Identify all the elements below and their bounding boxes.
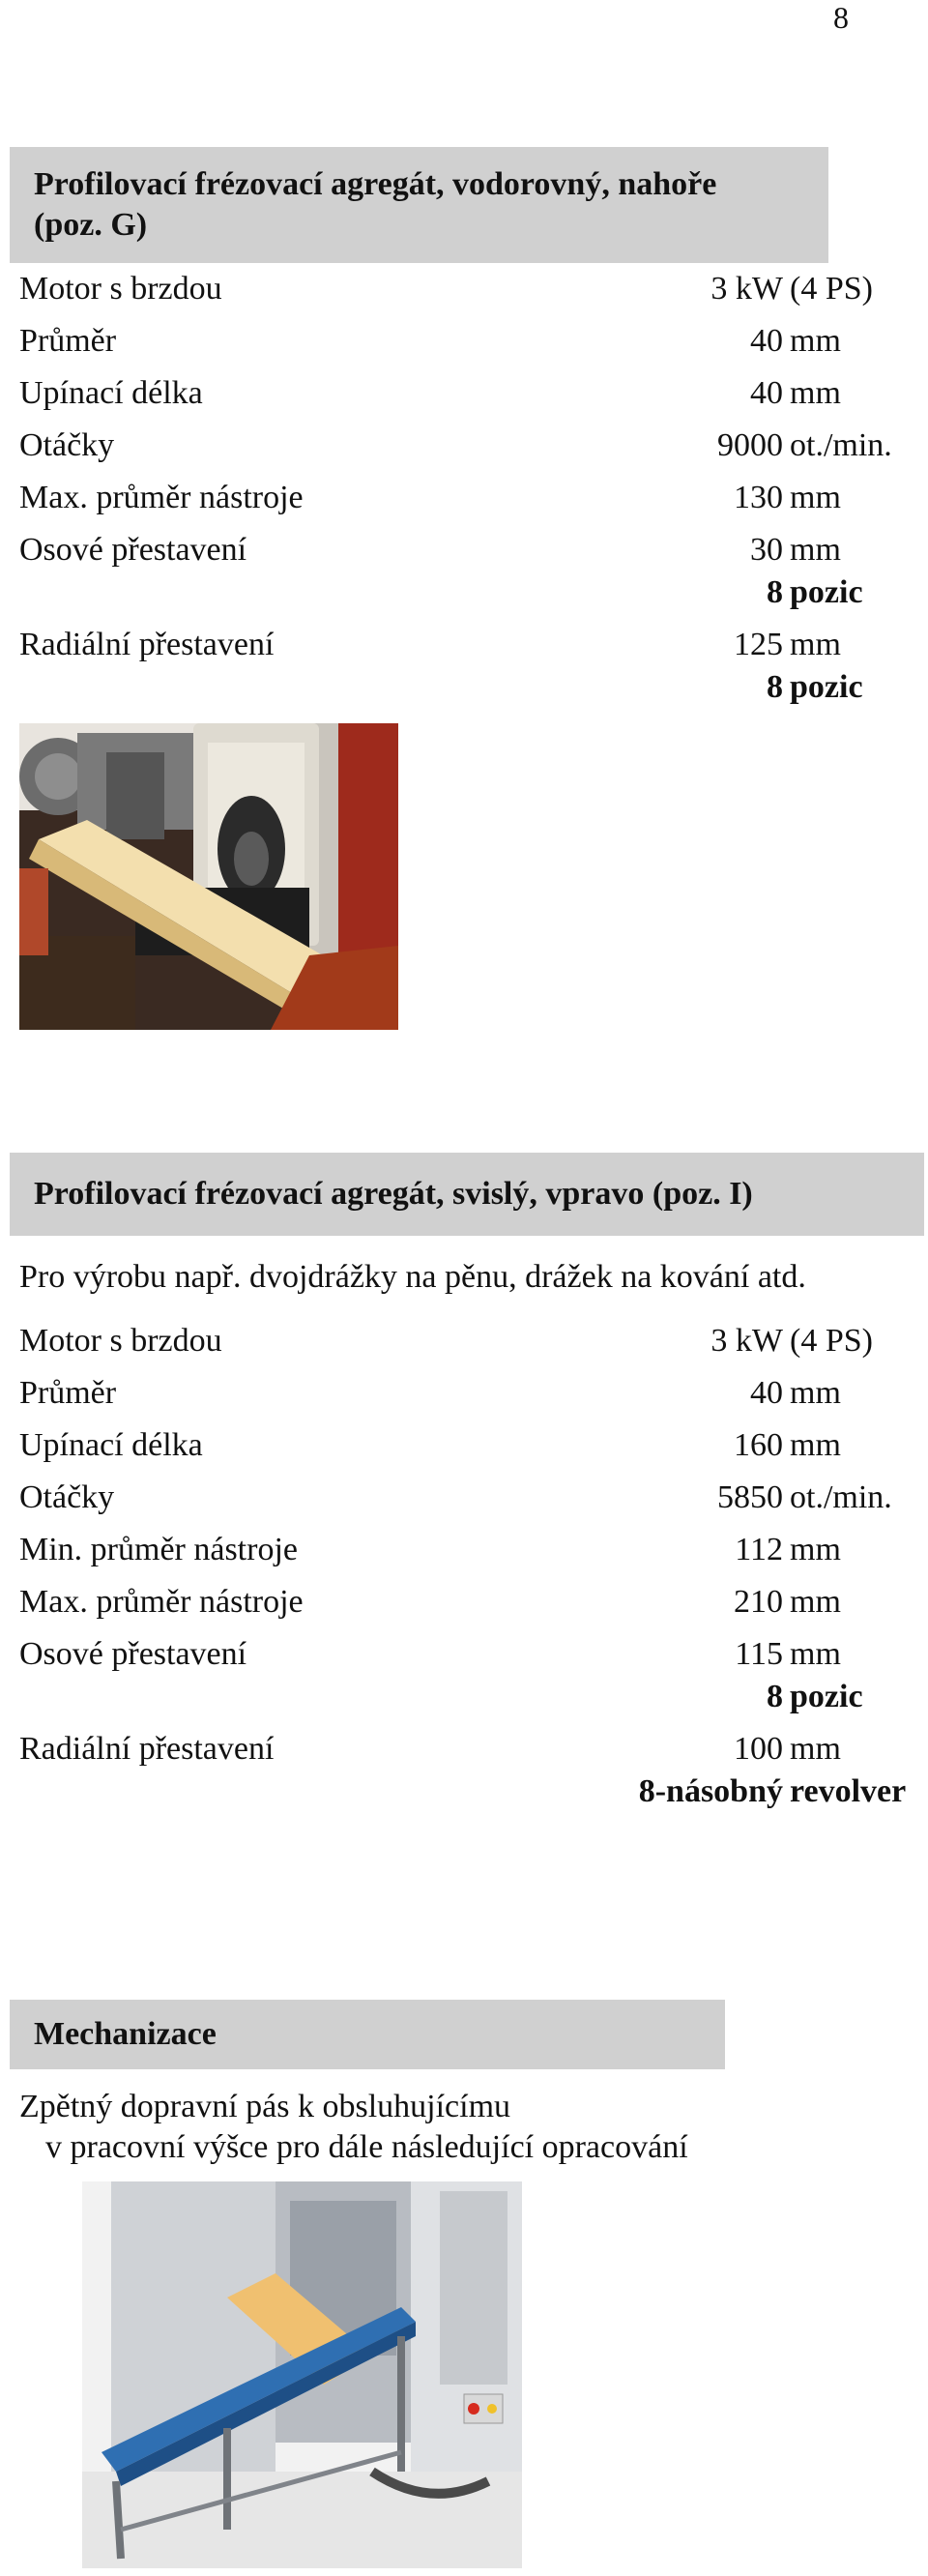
spec-label: Otáčky: [19, 427, 115, 463]
spec-row: [19, 1679, 928, 1721]
milling-unit-photo: [19, 723, 398, 1030]
section-mech-title: Mechanizace: [34, 2016, 217, 2052]
spec-value: 130: [734, 480, 783, 515]
spec-unit: mm: [790, 1532, 841, 1567]
spec-label: Max. průměr nástroje: [19, 480, 304, 515]
spec-row: [19, 323, 928, 366]
spec-unit: mm: [790, 627, 841, 662]
spec-row: [19, 1773, 928, 1816]
conveyor-illustration: [82, 2181, 522, 2568]
spec-row: [19, 627, 928, 669]
spec-row: [19, 574, 928, 617]
spec-value: 100: [734, 1731, 783, 1767]
spec-row: [19, 669, 928, 712]
conveyor-photo: [82, 2181, 522, 2568]
milling-unit-illustration: [19, 723, 398, 1030]
section-i-intro: Pro výrobu např. dvojdrážky na pěnu, drážek na kování atd.: [19, 1259, 806, 1295]
spec-label: Otáčky: [19, 1479, 115, 1515]
spec-label: Radiální přestavení: [19, 1731, 275, 1767]
spec-row: [19, 1427, 928, 1470]
page-number: 8: [833, 0, 849, 35]
spec-unit: mm: [790, 532, 841, 568]
section-mech-line2: v pracovní výšce pro dále následující opracování: [45, 2129, 688, 2165]
spec-unit: ot./min.: [790, 1479, 892, 1515]
spec-label: Upínací délka: [19, 375, 203, 411]
section-g-title-line2: (poz. G): [34, 207, 148, 243]
spec-unit: (4 PS): [790, 271, 873, 307]
spec-unit: mm: [790, 1636, 841, 1672]
spec-value: 40: [750, 1375, 783, 1411]
section-i-header: [10, 1153, 924, 1236]
spec-label: Min. průměr nástroje: [19, 1532, 298, 1567]
spec-label: Osové přestavení: [19, 532, 247, 568]
spec-row: [19, 1636, 928, 1679]
spec-value: 5850: [717, 1479, 783, 1515]
spec-label: Průměr: [19, 323, 117, 359]
spec-row: [19, 271, 928, 313]
spec-value: 9000: [717, 427, 783, 463]
section-mech-line1: Zpětný dopravní pás k obsluhujícímu: [19, 2089, 511, 2124]
spec-row: [19, 1731, 928, 1773]
spec-row: [19, 1323, 928, 1365]
spec-label: Osové přestavení: [19, 1636, 247, 1672]
section-mech-header: [10, 2000, 725, 2069]
spec-unit: pozic: [790, 574, 863, 610]
spec-row: [19, 1584, 928, 1626]
spec-value: 112: [735, 1532, 783, 1567]
spec-unit: pozic: [790, 1679, 863, 1714]
spec-unit: mm: [790, 480, 841, 515]
spec-row: [19, 427, 928, 470]
spec-value: 125: [734, 627, 783, 662]
spec-row: [19, 480, 928, 522]
spec-value: 210: [734, 1584, 783, 1620]
section-g-header: [10, 147, 828, 263]
spec-value: 115: [735, 1636, 783, 1672]
section-i-title: Profilovací frézovací agregát, svislý, vpravo (poz. I): [34, 1176, 753, 1212]
spec-label: Průměr: [19, 1375, 117, 1411]
spec-unit: ot./min.: [790, 427, 892, 463]
spec-row: [19, 532, 928, 574]
spec-unit: mm: [790, 1584, 841, 1620]
spec-row: [19, 1532, 928, 1574]
spec-value: 8-násobný: [638, 1773, 783, 1809]
spec-row: [19, 375, 928, 418]
spec-row: [19, 1479, 928, 1522]
spec-value: 8: [767, 1679, 783, 1714]
spec-unit: mm: [790, 375, 841, 411]
spec-row: [19, 1375, 928, 1418]
section-g-title-line1: Profilovací frézovací agregát, vodorovný, nahoře: [34, 166, 717, 202]
spec-value: 8: [767, 669, 783, 705]
spec-label: Motor s brzdou: [19, 271, 222, 307]
spec-unit: mm: [790, 1427, 841, 1463]
spec-value: 8: [767, 574, 783, 610]
spec-unit: (4 PS): [790, 1323, 873, 1359]
spec-label: Upínací délka: [19, 1427, 203, 1463]
spec-unit: pozic: [790, 669, 863, 705]
spec-value: 3 kW: [710, 271, 783, 307]
spec-value: 3 kW: [710, 1323, 783, 1359]
spec-unit: mm: [790, 1375, 841, 1411]
spec-unit: revolver: [790, 1773, 907, 1809]
spec-value: 40: [750, 323, 783, 359]
spec-value: 30: [750, 532, 783, 568]
spec-value: 40: [750, 375, 783, 411]
spec-label: Max. průměr nástroje: [19, 1584, 304, 1620]
spec-label: Radiální přestavení: [19, 627, 275, 662]
spec-unit: mm: [790, 323, 841, 359]
spec-unit: mm: [790, 1731, 841, 1767]
spec-value: 160: [734, 1427, 783, 1463]
spec-label: Motor s brzdou: [19, 1323, 222, 1359]
